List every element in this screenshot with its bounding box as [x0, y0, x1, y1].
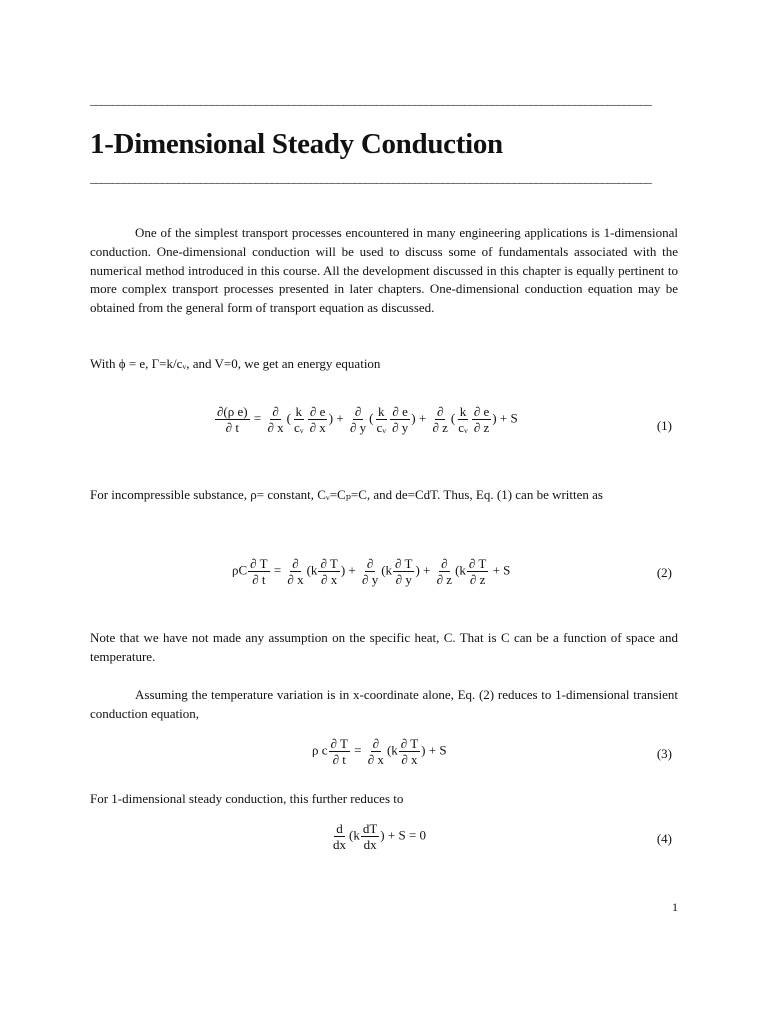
equation-4-number: (4): [656, 831, 672, 846]
equation-2-number: (2): [656, 565, 672, 580]
equation-1-number: (1): [656, 418, 672, 433]
equation-4: $\frac{d}{dx}$ (k $\frac{dT}{dx}$ ) + S = 0: [333, 821, 427, 852]
eq1-lhs: $\frac{\text{∂(ρ e)}}{\partial t}$: [217, 404, 248, 435]
equation-1: $\frac{\text{∂(ρ e)}}{\partial t}$ = $\frac{\partial}{\partial x}$ ( $\frac{k}{\text{cᵥ}}$ $\frac{\partial e}{\partial x}$ ) + $\frac{\partial}{\partial y}$ ( $\frac{k}{\text{cᵥ}}$ $\frac{\partial e}{\partial y}$ ) + $\frac{\partial}{\partial z}$ ( $\frac{k}{\text{cᵥ}}$ $\frac{\partial e}{\partial z}$ ) + S: [217, 404, 518, 435]
assuming-paragraph: Assuming the temperature variation is in x-coordinate alone, Eq. (2) reduces to 1-dimensional transient conduction equation,: [90, 687, 678, 721]
incompressible-paragraph: For incompressible substance, ρ= constant, Cᵥ=Cₚ=C, and de=CdT. Thus, Eq. (1) can be written as: [90, 487, 603, 502]
with-paragraph: With ϕ = e, Γ=k/cᵥ, and V=0, we get an energy equation: [90, 356, 381, 371]
equation-3-number: (3): [656, 746, 672, 761]
page-title: 1-Dimensional Steady Conduction: [90, 128, 503, 160]
note-paragraph: Note that we have not made any assumption on the specific heat, C. That is C can be a function of space and temperature.: [90, 630, 678, 664]
intro-paragraph: One of the simplest transport processes encountered in many engineering applications is 1-dimensional conduction. One-dimensional conduction will be used to discuss some of fundamentals associated with the numerical method introduced in this course. All the development discussed in this chapter is equally pertinent to more complex transport processes presented in later chapters. One-dimensional conduction equation may be obtained from the general form of transport equation as discussed.: [90, 225, 678, 316]
equation-2: ρC $\frac{\partial T}{\partial t}$ = $\frac{\partial}{\partial x}$ (k $\frac{\partial T}{\partial x}$ ) + $\frac{\partial}{\partial y}$ (k $\frac{\partial T}{\partial y}$ ) + $\frac{\partial}{\partial z}$ (k $\frac{\partial T}{\partial z}$ + S: [232, 556, 511, 587]
steady-paragraph: For 1-dimensional steady conduction, this further reduces to: [90, 791, 404, 806]
page-number: 1: [672, 900, 678, 914]
top-rule: ______________________________________________________________________________________________________: [90, 92, 651, 107]
equation-3: ρ c $\frac{\partial T}{\partial t}$ = $\frac{\partial}{\partial x}$ (k $\frac{\partial T}{\partial x}$ ) + S: [312, 736, 447, 767]
title-rule: ______________________________________________________________________________________________________: [90, 170, 651, 185]
